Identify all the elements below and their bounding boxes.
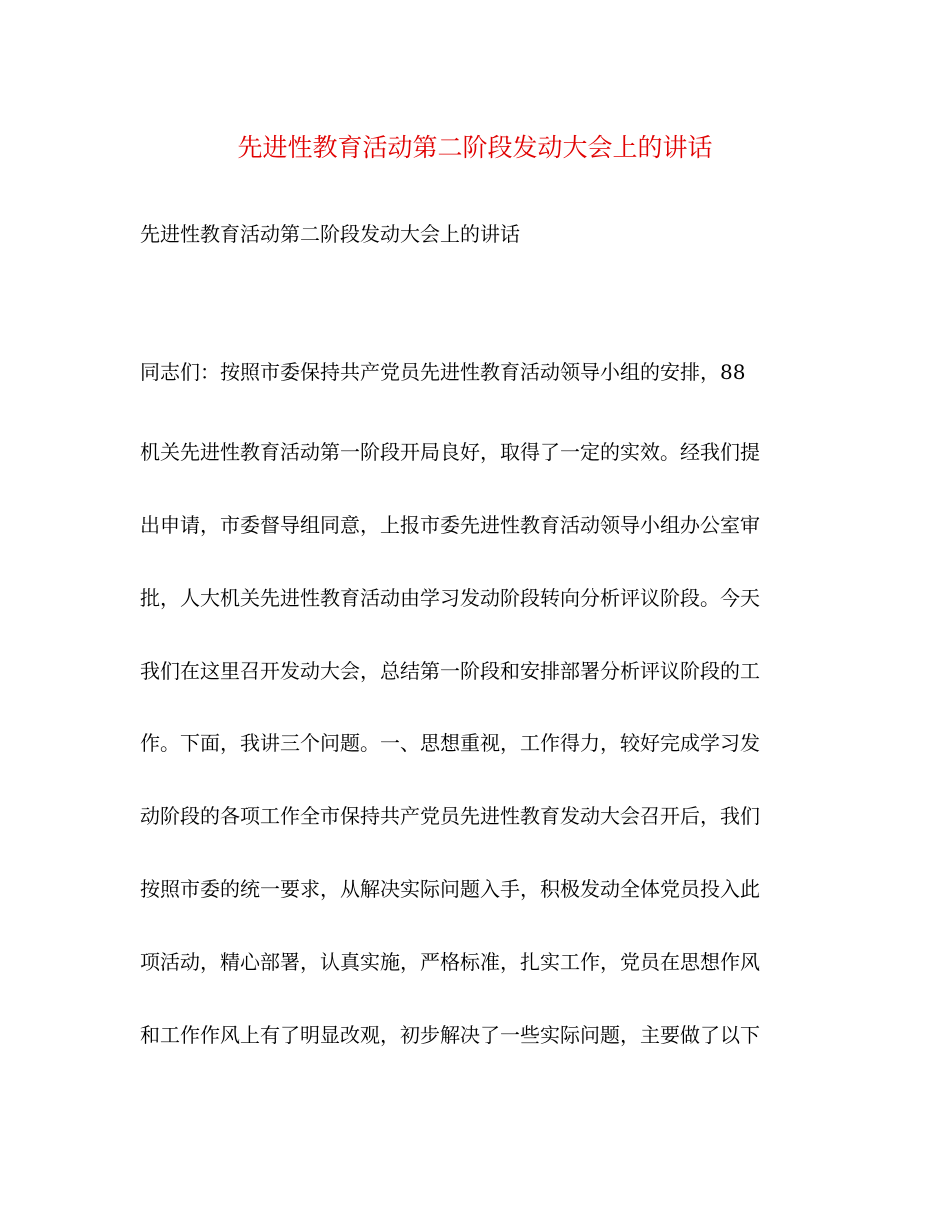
body-line: 机关先进性教育活动第一阶段开局良好，取得了一定的实效。经我们提 (140, 440, 760, 464)
body-line: 出申请，市委督导组同意，上报市委先进性教育活动领导小组办公室审 (140, 513, 760, 537)
body-line: 动阶段的各项工作全市保持共产党员先进性教育发动大会召开后，我们 (140, 804, 760, 828)
document-title: 先进性教育活动第二阶段发动大会上的讲话 (237, 133, 713, 162)
body-line: 按照市委的统一要求，从解决实际问题入手，积极发动全体党员投入此 (140, 877, 760, 901)
body-line: 批，人大机关先进性教育活动由学习发动阶段转向分析评议阶段。今天 (140, 586, 760, 610)
body-line: 作。下面，我讲三个问题。一、思想重视，工作得力，较好完成学习发 (140, 731, 760, 755)
document-subtitle: 先进性教育活动第二阶段发动大会上的讲话 (140, 222, 520, 246)
body-line: 同志们：按照市委保持共产党员先进性教育活动领导小组的安排，88 (140, 360, 746, 384)
body-line: 和工作作风上有了明显改观，初步解决了一些实际问题，主要做了以下 (140, 1023, 760, 1047)
body-line: 我们在这里召开发动大会，总结第一阶段和安排部署分析评议阶段的工 (140, 659, 760, 683)
body-line: 项活动，精心部署，认真实施，严格标准，扎实工作，党员在思想作风 (140, 950, 760, 974)
